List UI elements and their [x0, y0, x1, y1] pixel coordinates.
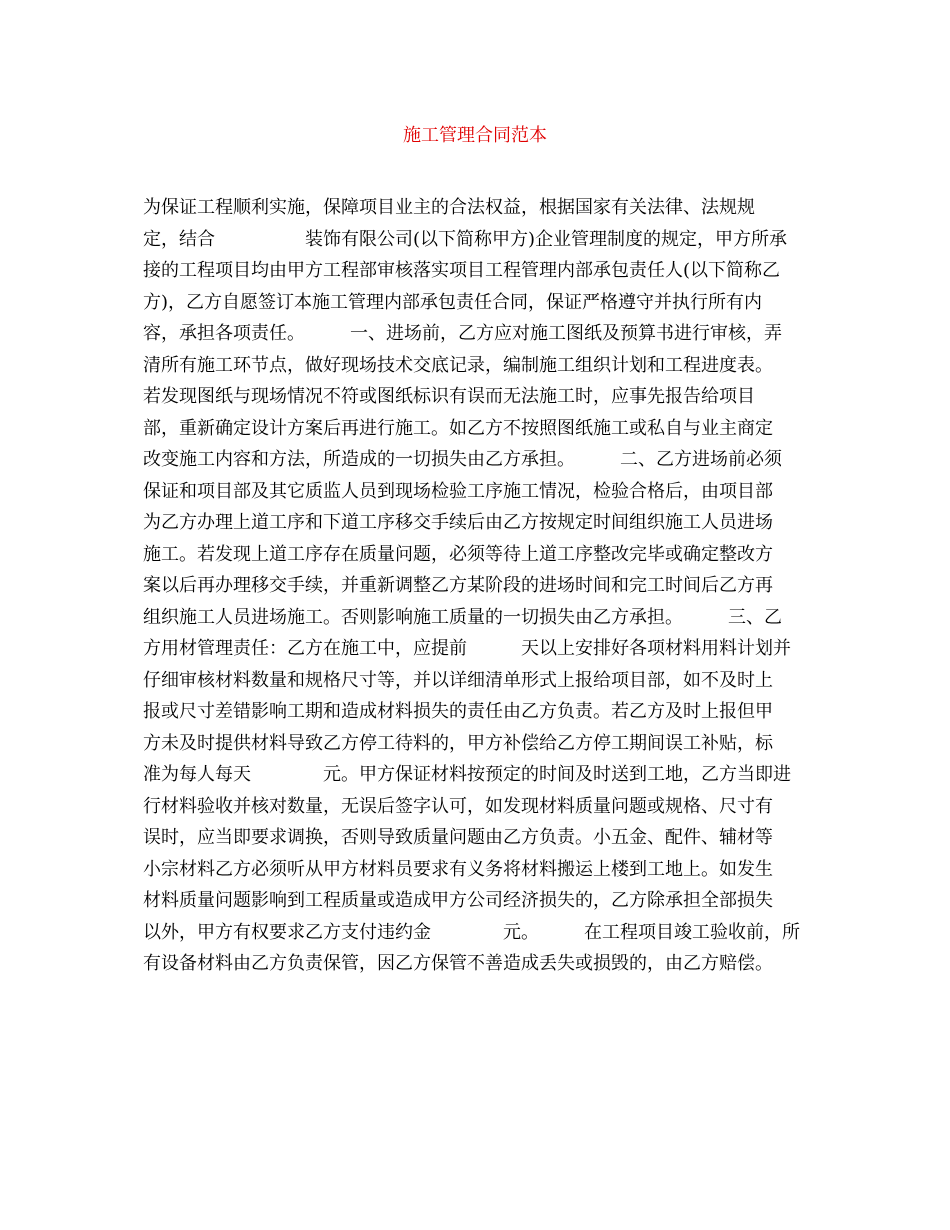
body-line: 若发现图纸与现场情况不符或图纸标识有误而无法施工时，应事先报告给项目 — [143, 386, 755, 407]
body-line: 小宗材料乙方必须听从甲方材料员要求有义务将材料搬运上楼到工地上。如发生 — [143, 858, 773, 880]
body-line: 仔细审核材料数量和规格尺寸等，并以详细清单形式上报给项目部，如不及时上 — [143, 669, 773, 691]
body-line: 清所有施工环节点，做好现场技术交底记录，编制施工组织计划和工程进度表。 — [143, 354, 773, 376]
document-body — [143, 192, 813, 980]
body-line: 方未及时提供材料导致乙方停工待料的，甲方补偿给乙方停工期间误工补贴，标 — [143, 732, 773, 754]
body-line: 为保证工程顺利实施，保障项目业主的合法权益，根据国家有关法律、法规规 — [143, 197, 755, 218]
body-line: 施工。若发现上道工序存在质量问题，必须等待上道工序整改完毕或确定整改方 — [143, 543, 773, 565]
body-line: 准为每人每天 元。甲方保证材料按预定的时间及时送到工地，乙方当即进 — [143, 764, 791, 785]
body-line: 方)，乙方自愿签订本施工管理内部承包责任合同，保证严格遵守并执行所有内 — [143, 291, 763, 313]
body-line: 定，结合 装饰有限公司(以下简称甲方)企业管理制度的规定，甲方所承 — [143, 228, 788, 250]
body-line: 案以后再办理移交手续，并重新调整乙方某阶段的进场时间和完工时间后乙方再 — [143, 575, 773, 596]
body-line: 为乙方办理上道工序和下道工序移交手续后由乙方按规定时间组织施工人员进场 — [143, 512, 773, 533]
body-line: 容，承担各项责任。 一、进场前，乙方应对施工图纸及预算书进行审核，弄 — [143, 323, 782, 344]
body-line: 保证和项目部及其它质监人员到现场检验工序施工情况，检验合格后，由项目部 — [143, 480, 773, 502]
body-line: 部，重新确定设计方案后再进行施工。如乙方不按照图纸施工或私自与业主商定 — [143, 417, 773, 439]
body-line: 误时，应当即要求调换，否则导致质量问题由乙方负责。小五金、配件、辅材等 — [143, 827, 773, 848]
body-line: 行材料验收并核对数量，无误后签字认可，如发现材料质量问题或规格、尺寸有 — [143, 795, 773, 817]
body-line: 以外，甲方有权要求乙方支付违约金 元。 在工程项目竣工验收前，所 — [143, 921, 800, 943]
body-line: 组织施工人员进场施工。否则影响施工质量的一切损失由乙方承担。 三、乙 — [143, 606, 782, 628]
body-line: 方用材管理责任：乙方在施工中，应提前 天以上安排好各项材料用料计划并 — [143, 638, 791, 659]
body-line: 改变施工内容和方法，所造成的一切损失由乙方承担。 二、乙方进场前必须 — [143, 449, 782, 470]
body-line: 报或尺寸差错影响工期和造成材料损失的责任由乙方负责。若乙方及时上报但甲 — [143, 701, 773, 722]
body-line: 接的工程项目均由甲方工程部审核落实项目工程管理内部承包责任人(以下简称乙 — [143, 260, 781, 281]
body-line: 有设备材料由乙方负责保管，因乙方保管不善造成丢失或损毁的，由乙方赔偿。 — [143, 953, 773, 974]
document-title: 施工管理合同范本 — [403, 125, 547, 146]
body-line: 材料质量问题影响到工程质量或造成甲方公司经济损失的，乙方除承担全部损失 — [143, 890, 773, 911]
